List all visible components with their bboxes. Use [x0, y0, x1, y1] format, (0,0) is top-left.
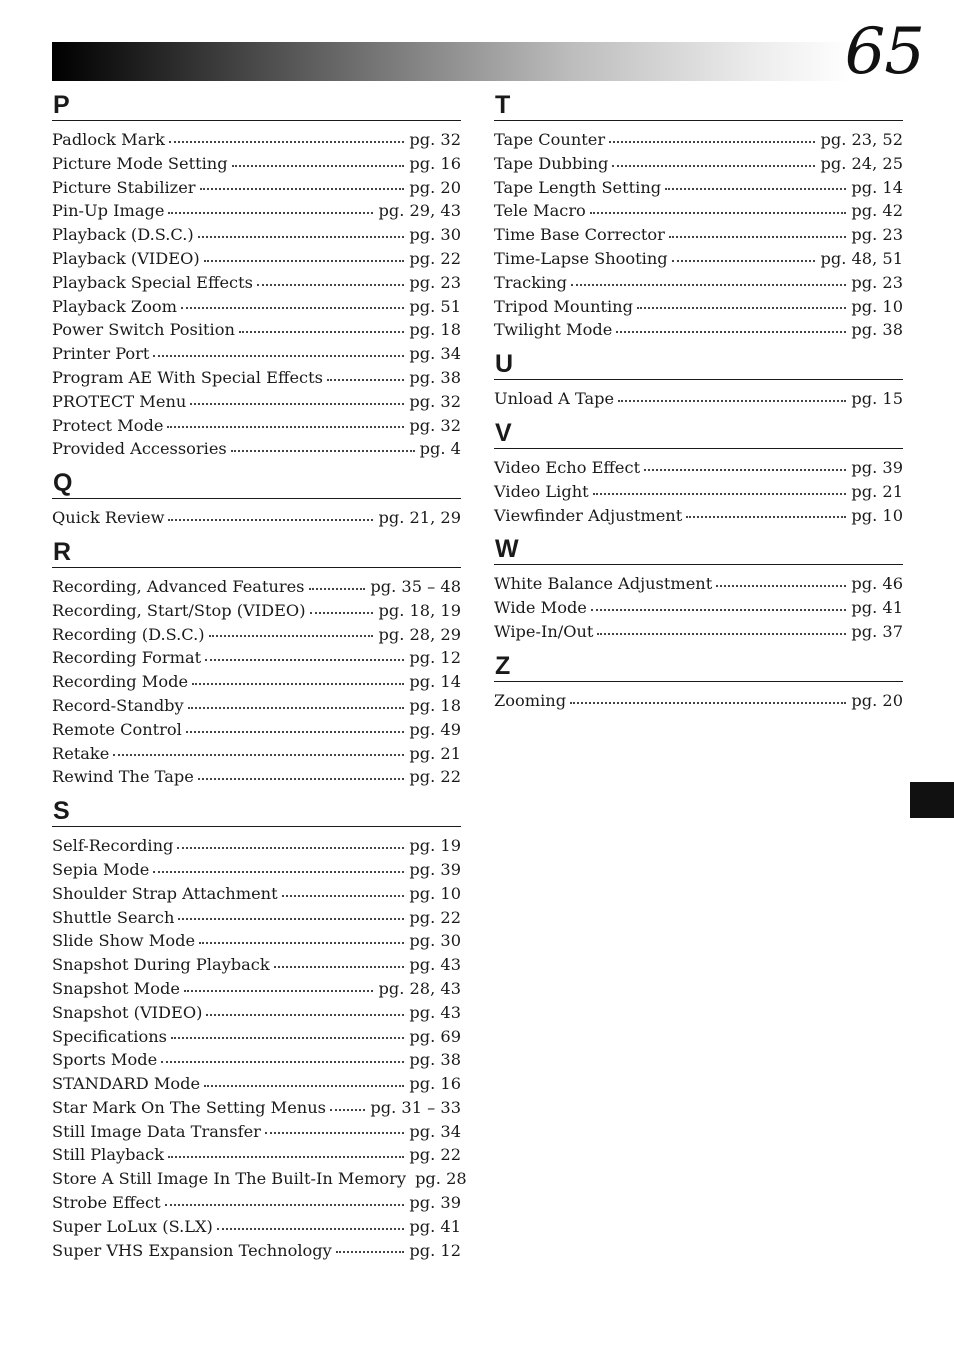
- section-letter: Z: [495, 651, 511, 680]
- index-term: Strobe Effect: [52, 1193, 161, 1213]
- index-side-tab: [910, 782, 954, 818]
- index-entry: [52, 1096, 461, 1120]
- index-term: Recording Mode: [52, 672, 189, 692]
- index-term: Recording Format: [52, 648, 202, 668]
- page-reference: pg. 30: [409, 931, 461, 951]
- dot-leader: [217, 1228, 405, 1230]
- index-term: PROTECT Menu: [52, 391, 187, 411]
- index-entry: [52, 295, 461, 319]
- index-term: Tape Length Setting: [494, 177, 662, 197]
- page-reference: pg. 38: [409, 367, 461, 387]
- index-entry: [52, 718, 461, 742]
- dot-leader: [672, 260, 816, 262]
- dot-leader: [616, 331, 846, 333]
- index-entry: [52, 414, 461, 438]
- index-entry: [52, 1120, 461, 1144]
- dot-leader: [570, 702, 846, 704]
- index-term: Provided Accessories: [52, 439, 227, 459]
- dot-leader: [161, 1061, 404, 1063]
- dot-leader: [204, 1085, 404, 1087]
- dot-leader: [274, 966, 405, 968]
- page-reference: pg. 51: [409, 296, 461, 316]
- dot-leader: [209, 635, 374, 637]
- page-reference: pg. 22: [409, 248, 461, 268]
- dot-leader: [168, 212, 373, 214]
- index-term: Pin-Up Image: [52, 201, 165, 221]
- section-divider: [494, 379, 903, 380]
- index-term: Tape Dubbing: [494, 153, 609, 173]
- dot-leader: [153, 355, 404, 357]
- index-term: Video Echo Effect: [494, 457, 641, 477]
- index-entry: [52, 247, 461, 271]
- index-term: Time-Lapse Shooting: [494, 248, 668, 268]
- page-reference: pg. 28: [415, 1169, 467, 1189]
- index-term: Playback (VIDEO): [52, 248, 200, 268]
- index-section-q: [52, 470, 461, 530]
- page-reference: pg. 16: [409, 1074, 461, 1094]
- section-letter: U: [495, 350, 514, 379]
- dot-leader: [609, 141, 815, 143]
- dot-leader: [669, 236, 847, 238]
- index-entry: [52, 906, 461, 930]
- index-term: Snapshot During Playback: [52, 955, 270, 975]
- page-reference: pg. 23: [409, 272, 461, 292]
- dot-leader: [199, 942, 404, 944]
- index-entry: [494, 456, 903, 480]
- page-reference: pg. 69: [409, 1026, 461, 1046]
- dot-leader: [637, 307, 846, 309]
- dot-leader: [165, 1204, 405, 1206]
- index-term: Viewfinder Adjustment: [494, 505, 683, 525]
- index-entry: [52, 1025, 461, 1049]
- index-entry: [52, 929, 461, 953]
- dot-leader: [330, 1109, 365, 1111]
- page-reference: pg. 39: [409, 1193, 461, 1213]
- dot-leader: [206, 1014, 404, 1016]
- section-divider: [52, 567, 461, 568]
- index-term: White Balance Adjustment: [494, 574, 713, 594]
- index-column-left: [52, 91, 467, 1271]
- index-entry: [52, 670, 461, 694]
- index-entry: [494, 480, 903, 504]
- dot-leader: [188, 707, 405, 709]
- page-reference: pg. 32: [409, 415, 461, 435]
- index-term: Zooming: [494, 690, 567, 710]
- page-reference: pg. 22: [409, 907, 461, 927]
- index-entry: [52, 1072, 461, 1096]
- page-reference: pg. 21: [851, 481, 903, 501]
- page-reference: pg. 34: [409, 344, 461, 364]
- index-entry: [52, 1048, 461, 1072]
- index-entry: [52, 437, 461, 461]
- index-term: STANDARD Mode: [52, 1074, 201, 1094]
- page-reference: pg. 14: [851, 177, 903, 197]
- index-term: Specifications: [52, 1026, 167, 1046]
- dot-leader: [181, 307, 404, 309]
- dot-leader: [178, 918, 404, 920]
- page-reference: pg. 20: [851, 690, 903, 710]
- index-term: Recording, Advanced Features: [52, 576, 305, 596]
- page-reference: pg. 46: [851, 574, 903, 594]
- index-entry: [494, 689, 903, 713]
- index-entry: [52, 575, 461, 599]
- section-letter: S: [53, 797, 70, 826]
- page-reference: pg. 37: [851, 621, 903, 641]
- index-entry: [52, 977, 461, 1001]
- page-reference: pg. 29, 43: [378, 201, 461, 221]
- index-entry: [52, 271, 461, 295]
- index-entry: [494, 199, 903, 223]
- index-term: Recording, Start/Stop (VIDEO): [52, 600, 306, 620]
- page-reference: pg. 16: [409, 153, 461, 173]
- dot-leader: [231, 450, 415, 452]
- index-section-r: [52, 539, 461, 789]
- index-term: Playback (D.S.C.): [52, 225, 194, 245]
- dot-leader: [168, 519, 373, 521]
- page-reference: pg. 22: [409, 1145, 461, 1165]
- index-entry: [52, 342, 461, 366]
- index-entry: [52, 953, 461, 977]
- page-number: 65: [844, 15, 924, 89]
- page-reference: pg. 43: [409, 955, 461, 975]
- page-reference: pg. 22: [409, 767, 461, 787]
- index-term: Store A Still Image In The Built-In Memory: [52, 1169, 407, 1189]
- index-term: Snapshot (VIDEO): [52, 1002, 203, 1022]
- index-entry: [52, 318, 461, 342]
- index-term: Playback Special Effects: [52, 272, 253, 292]
- dot-leader: [239, 331, 404, 333]
- section-letter: P: [53, 91, 70, 119]
- index-term: Remote Control: [52, 719, 182, 739]
- index-entry: [52, 599, 461, 623]
- page-reference: pg. 21, 29: [378, 508, 461, 528]
- index-term: Tape Counter: [494, 130, 606, 149]
- index-entry: [494, 318, 903, 342]
- index-term: Self-Recording: [52, 836, 174, 856]
- index-term: Super LoLux (S.LX): [52, 1216, 213, 1236]
- index-entry: [52, 366, 461, 390]
- dot-leader: [198, 236, 405, 238]
- dot-leader: [282, 895, 405, 897]
- index-term: Quick Review: [52, 508, 165, 528]
- index-entry: [52, 742, 461, 766]
- index-entry: [52, 1143, 461, 1167]
- page-reference: pg. 12: [409, 648, 461, 668]
- index-entry: [52, 199, 461, 223]
- dot-leader: [186, 731, 405, 733]
- page-reference: pg. 18: [409, 695, 461, 715]
- index-entry: [494, 128, 903, 152]
- dot-leader: [612, 165, 815, 167]
- dot-leader: [232, 165, 405, 167]
- dot-leader: [336, 1251, 405, 1253]
- page-reference: pg. 49: [409, 719, 461, 739]
- page-reference: pg. 10: [851, 505, 903, 525]
- index-term: Picture Mode Setting: [52, 153, 228, 173]
- index-entry: [52, 1001, 461, 1025]
- index-entry: [52, 152, 461, 176]
- section-letter: T: [495, 91, 511, 119]
- index-term: Printer Port: [52, 344, 150, 364]
- dot-leader: [618, 400, 846, 402]
- page-reference: pg. 4: [419, 439, 461, 459]
- dot-leader: [205, 659, 404, 661]
- page-reference: pg. 35 – 48: [370, 576, 461, 596]
- index-term: Shuttle Search: [52, 907, 175, 927]
- index-term: Video Light: [494, 481, 589, 501]
- index-term: Tripod Mounting: [494, 296, 633, 316]
- page-reference: pg. 43: [409, 1002, 461, 1022]
- index-term: Shoulder Strap Attachment: [52, 883, 278, 903]
- index-section-p: [52, 92, 461, 461]
- dot-leader: [192, 683, 404, 685]
- index-term: Unload A Tape: [494, 389, 615, 409]
- dot-leader: [665, 188, 846, 190]
- page-reference: pg. 23: [851, 225, 903, 245]
- index-entry: [52, 1167, 467, 1191]
- dot-leader: [590, 212, 847, 214]
- dot-leader: [113, 754, 404, 756]
- dot-leader: [593, 493, 847, 495]
- index-entry: [494, 620, 903, 644]
- dot-leader: [190, 403, 404, 405]
- page-reference: pg. 30: [409, 225, 461, 245]
- index-term: Power Switch Position: [52, 320, 235, 340]
- dot-leader: [310, 612, 374, 614]
- index-term: Wipe-In/Out: [494, 621, 594, 641]
- index-entry: [52, 1239, 461, 1263]
- page-reference: pg. 18: [409, 320, 461, 340]
- section-letter: W: [495, 535, 519, 564]
- index-term: Protect Mode: [52, 415, 164, 435]
- dot-leader: [571, 284, 846, 286]
- index-term: Still Playback: [52, 1145, 165, 1165]
- index-column-right: [494, 92, 903, 722]
- dot-leader: [177, 847, 404, 849]
- page-reference: pg. 21: [409, 743, 461, 763]
- section-divider: [494, 448, 903, 449]
- page-reference: pg. 32: [409, 130, 461, 149]
- dot-leader: [198, 778, 405, 780]
- dot-leader: [591, 609, 846, 611]
- index-entry: [52, 128, 461, 152]
- page-reference: pg. 32: [409, 391, 461, 411]
- index-term: Tele Macro: [494, 201, 586, 221]
- index-entry: [494, 387, 903, 411]
- index-term: Sepia Mode: [52, 859, 150, 879]
- section-divider: [494, 681, 903, 682]
- page-reference: pg. 38: [851, 320, 903, 340]
- section-letter: R: [53, 537, 72, 566]
- page-reference: pg. 41: [409, 1216, 461, 1236]
- page-reference: pg. 31 – 33: [370, 1097, 461, 1117]
- dot-leader: [184, 990, 374, 992]
- index-entry: [494, 176, 903, 200]
- index-section-s: [52, 797, 467, 1262]
- index-term: Super VHS Expansion Technology: [52, 1240, 332, 1260]
- index-entry: [52, 623, 461, 647]
- page-reference: pg. 23: [851, 272, 903, 292]
- dot-leader: [257, 284, 404, 286]
- dot-leader: [169, 141, 404, 143]
- dot-leader: [327, 379, 404, 381]
- section-letter: Q: [53, 469, 73, 498]
- index-entry: [52, 834, 461, 858]
- dot-leader: [265, 1132, 404, 1134]
- index-term: Still Image Data Transfer: [52, 1121, 261, 1141]
- index-entry: [52, 882, 461, 906]
- index-entry: [494, 152, 903, 176]
- page-reference: pg. 38: [409, 1050, 461, 1070]
- page-reference: pg. 10: [851, 296, 903, 316]
- page-reference: pg. 24, 25: [820, 153, 903, 173]
- index-term: Sports Mode: [52, 1050, 158, 1070]
- index-entry: [52, 858, 461, 882]
- dot-leader: [686, 516, 846, 518]
- index-term: Star Mark On The Setting Menus: [52, 1097, 326, 1117]
- index-term: Snapshot Mode: [52, 978, 180, 998]
- index-term: Program AE With Special Effects: [52, 367, 323, 387]
- index-section-z: [494, 653, 903, 713]
- index-term: Playback Zoom: [52, 296, 177, 316]
- index-term: Rewind The Tape: [52, 767, 194, 787]
- index-term: Slide Show Mode: [52, 931, 196, 951]
- page-reference: pg. 28, 43: [378, 978, 461, 998]
- section-divider: [494, 120, 903, 121]
- index-term: Tracking: [494, 272, 568, 292]
- dot-leader: [204, 260, 405, 262]
- index-entry: [52, 1191, 461, 1215]
- section-divider: [52, 498, 461, 499]
- index-entry: [494, 271, 903, 295]
- index-entry: [494, 295, 903, 319]
- page-reference: pg. 14: [409, 672, 461, 692]
- index-entry: [494, 247, 903, 271]
- page-reference: pg. 19: [409, 836, 461, 856]
- section-divider: [52, 120, 461, 121]
- page-reference: pg. 15: [851, 389, 903, 409]
- index-entry: [494, 596, 903, 620]
- index-entry: [52, 223, 461, 247]
- index-entry: [52, 176, 461, 200]
- page-reference: pg. 20: [409, 177, 461, 197]
- index-entry: [494, 572, 903, 596]
- index-section-t: [494, 92, 903, 342]
- index-term: Wide Mode: [494, 598, 587, 618]
- index-term: Retake: [52, 743, 110, 763]
- dot-leader: [644, 469, 846, 471]
- page-reference: pg. 42: [851, 201, 903, 221]
- section-divider: [494, 564, 903, 565]
- index-term: Record-Standby: [52, 695, 184, 715]
- dot-leader: [171, 1037, 404, 1039]
- index-entry: [52, 506, 461, 530]
- page-reference: pg. 10: [409, 883, 461, 903]
- index-term: Recording (D.S.C.): [52, 624, 205, 644]
- page-reference: pg. 39: [851, 457, 903, 477]
- page-reference: pg. 23, 52: [820, 130, 903, 149]
- page-reference: pg. 12: [409, 1240, 461, 1260]
- index-entry: [52, 646, 461, 670]
- index-term: Padlock Mark: [52, 130, 165, 149]
- page-reference: pg. 48, 51: [820, 248, 903, 268]
- page-reference: pg. 41: [851, 598, 903, 618]
- index-entry: [52, 694, 461, 718]
- dot-leader: [168, 1156, 404, 1158]
- section-divider: [52, 826, 461, 827]
- dot-leader: [597, 633, 846, 635]
- page-reference: pg. 39: [409, 859, 461, 879]
- dot-leader: [167, 426, 404, 428]
- index-term: Picture Stabilizer: [52, 177, 196, 197]
- index-entry: [52, 1215, 461, 1239]
- section-letter: V: [495, 418, 512, 447]
- index-entry: [52, 390, 461, 414]
- page-reference: pg. 34: [409, 1121, 461, 1141]
- dot-leader: [200, 188, 405, 190]
- index-section-v: [494, 420, 903, 527]
- dot-leader: [153, 871, 404, 873]
- index-entry: [494, 223, 903, 247]
- index-section-w: [494, 536, 903, 643]
- page-reference: pg. 18, 19: [378, 600, 461, 620]
- header-gradient-bar: [52, 42, 852, 81]
- dot-leader: [309, 588, 366, 590]
- index-entry: [494, 504, 903, 528]
- page-reference: pg. 28, 29: [378, 624, 461, 644]
- index-term: Time Base Corrector: [494, 225, 665, 245]
- index-section-u: [494, 351, 903, 411]
- dot-leader: [716, 585, 846, 587]
- index-entry: [52, 765, 461, 789]
- index-term: Twilight Mode: [494, 320, 613, 340]
